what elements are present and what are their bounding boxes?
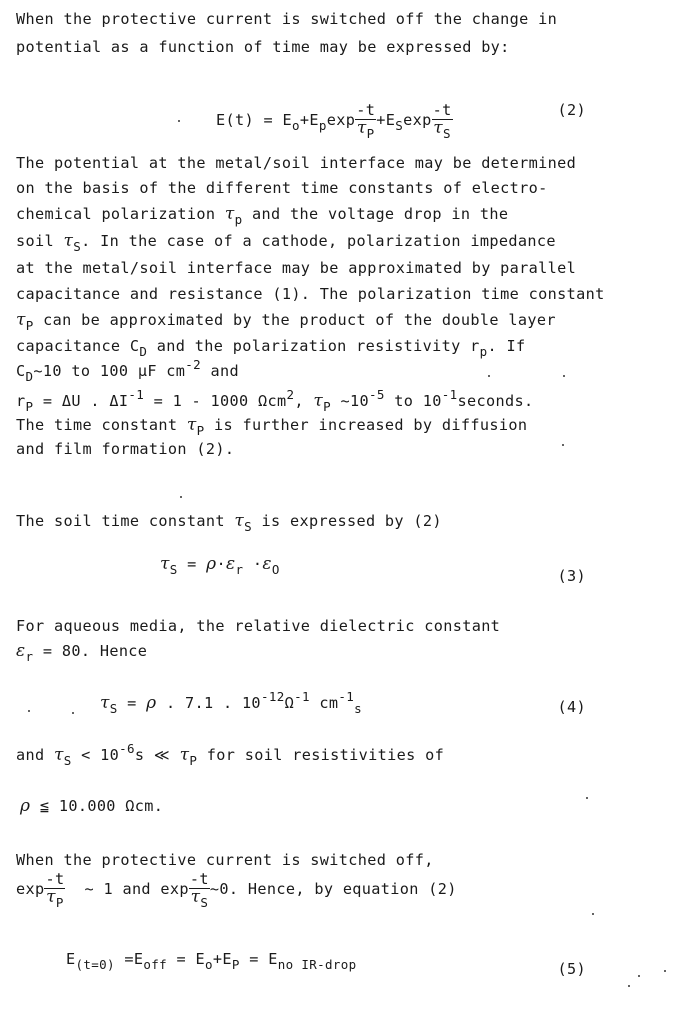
text-line: The time constant $\tau_P$ is further increased by diffusion [16,415,528,438]
scan-speck [628,985,630,987]
text-line: capacitance $C_D$ and the polarization resistivity $r_p$. If [16,337,526,359]
scan-speck [562,444,564,446]
scan-speck [178,120,180,122]
equation-number: (3) [557,567,586,585]
text-line: soil $\tau_S$. In the case of a cathode, polarization impedance [16,231,556,254]
text-line: potential as a function of time may be expressed by: [16,38,510,56]
text-line: ρ ≦ 10.000 Ωcm. [20,796,164,816]
scan-speck [592,913,594,915]
text-line: at the metal/soil interface may be approximated by parallel [16,259,577,277]
text-line: When the protective current is switched off the change in [16,10,558,28]
scan-speck [563,375,565,377]
text-line: $C_D\sim 10$ to 100 μF $cm^{-2}$ and [16,357,240,384]
scan-speck [586,797,588,799]
scan-speck [72,712,74,714]
text-line: on the basis of the different time constants of electro- [16,179,548,197]
equation-5: $E_{(t=0)} =E_{off} = E_o+E_P = E_{no IR-drop}$ [66,950,357,972]
text-line: $\tau_P$ can be approximated by the product of the double layer [16,310,556,333]
text-line: When the protective current is switched off, [16,851,434,869]
scan-speck [664,970,666,972]
text-line: and $\tau_S < 10^{-6}s$ ≪ $\tau_P$ for soil resistivities of [16,741,445,768]
equation-number: (4) [557,698,586,716]
scan-speck [180,496,182,498]
scan-speck [638,975,640,977]
text-line: exp $\frac{-t}{\tau_P}$ ~ 1 and exp $\frac{-t}{\tau_S}$ ~0. Hence, by equation (2) [16,870,457,910]
text-line: capacitance and resistance (1). The polarization time constant [16,285,605,303]
scan-speck [488,375,490,377]
equation-2: $E(t) = E_o+E_p\exp$ $\frac{-t}{\tau_P}$ $+E_S\exp$ $\frac{-t}{\tau_S}$ [215,101,452,142]
text-line: For aqueous media, the relative dielectric constant [16,617,501,635]
text-line: chemical polarization $\tau_p$ and the voltage drop in the [16,204,509,227]
text-line: $\varepsilon_r = 80$. Hence [16,641,148,664]
text-line: The potential at the metal/soil interface may be determined [16,154,577,172]
text-line: and film formation (2). [16,440,235,458]
text-line: $r_P = \Delta U$ . $\Delta I^{-1} = 1 - 1000$ Ωcm$^2$, $\tau_P$ $\sim 10^{-5}$ to $10^{-1}seconds$. [16,387,534,414]
equation-number: (5) [557,960,586,978]
scan-speck [28,710,30,712]
equation-3: $\tau_S = \rho\cdot\varepsilon_r \cdot\varepsilon_O$ [160,554,280,577]
equation-number: (2) [557,101,586,119]
text-line: The soil time constant $\tau_S$ is expressed by (2) [16,511,442,534]
equation-4: $\tau_S = \rho$ . 7.1 . $10^{-12}\Omega^{-1}$ $cm^{-1}_s$ [100,689,362,716]
